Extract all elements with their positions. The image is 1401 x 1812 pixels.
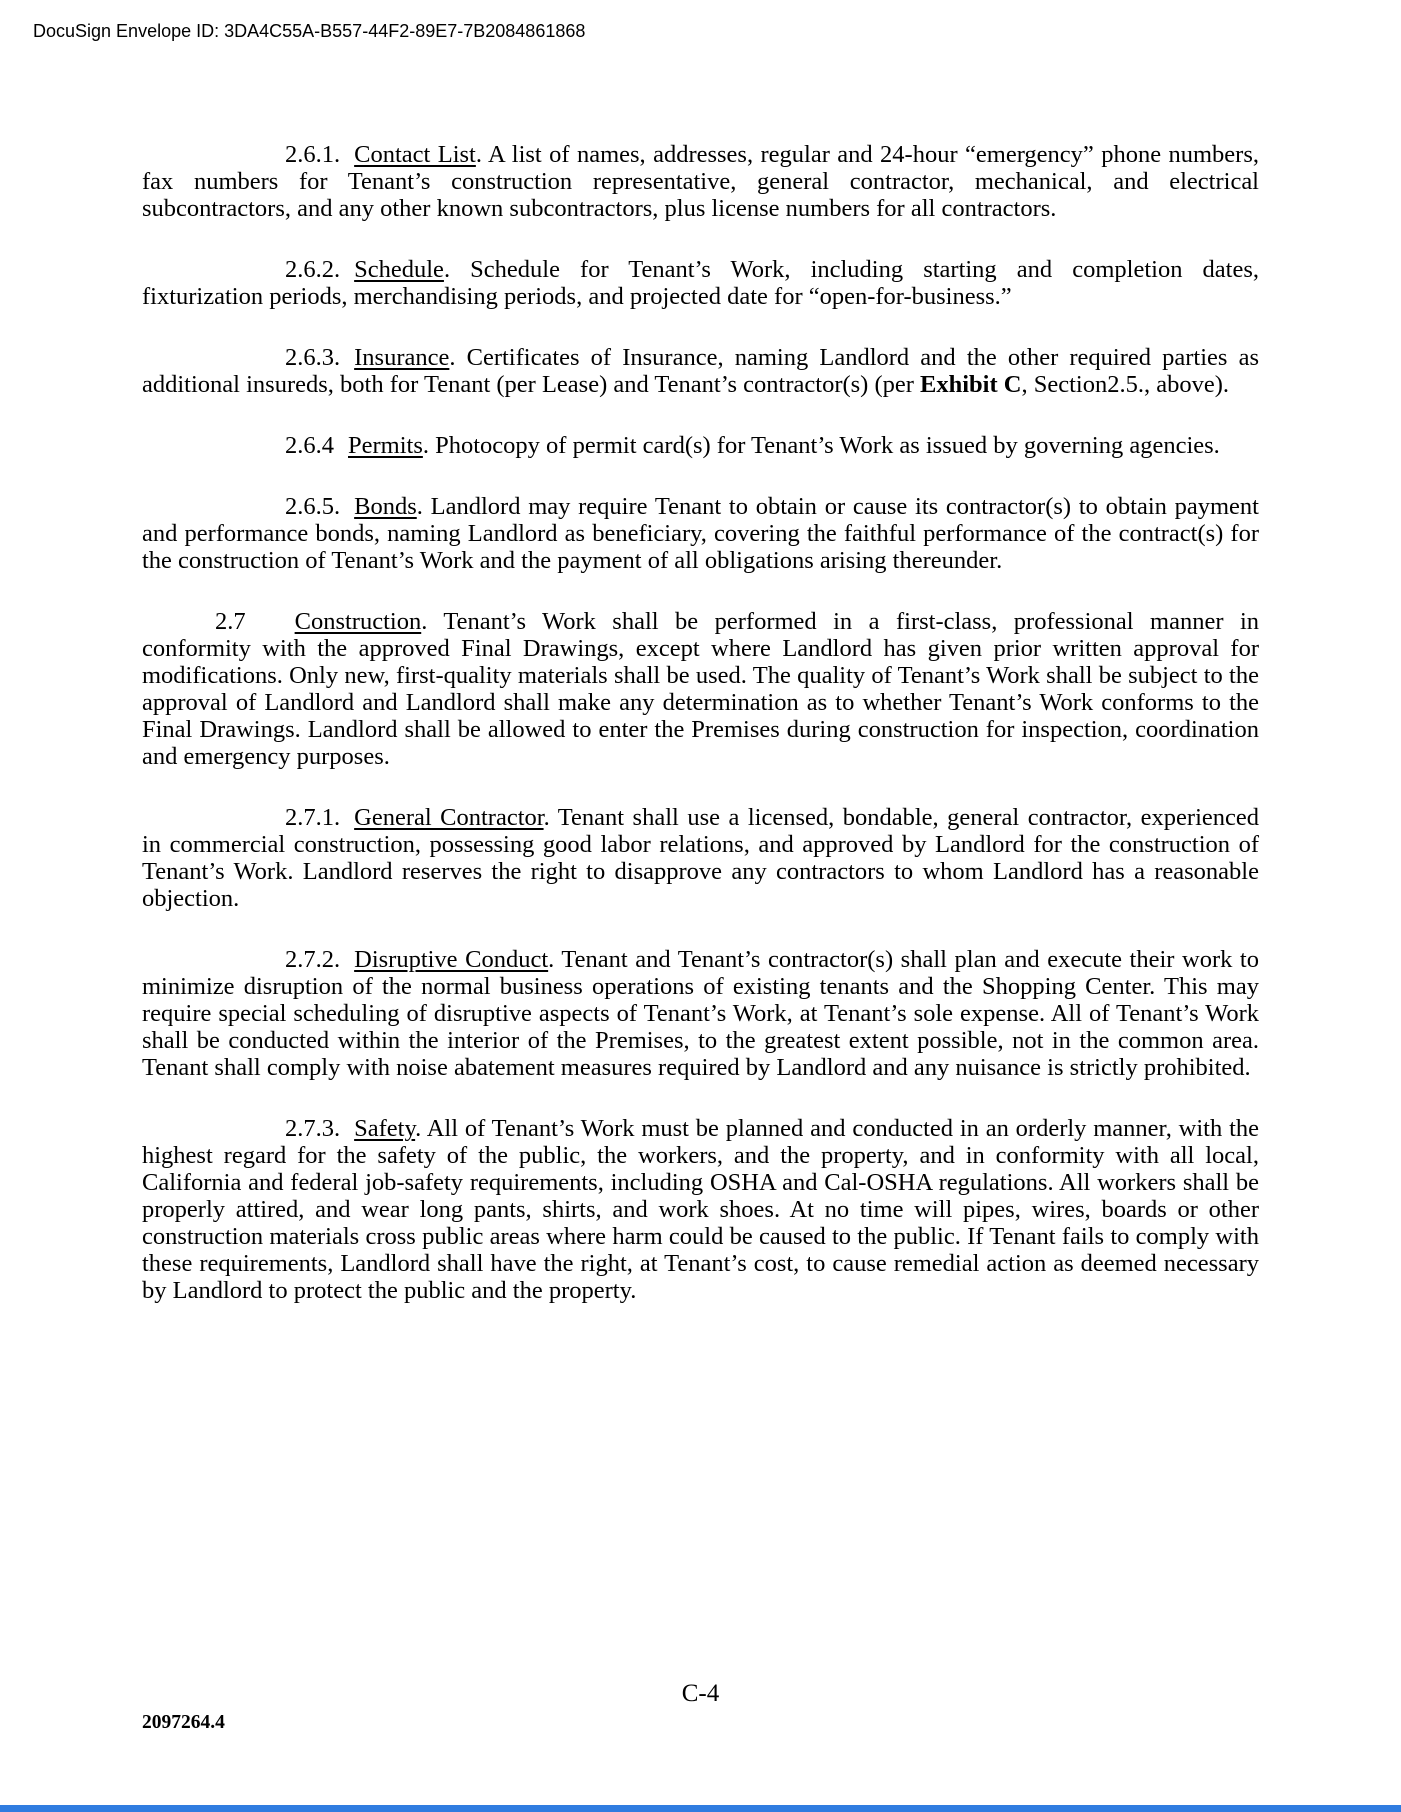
section-number: 2.6.4 (285, 432, 334, 459)
docusign-envelope-id: DocuSign Envelope ID: 3DA4C55A-B557-44F2-89E7-7B2084861868 (33, 21, 586, 41)
paragraph-2-7-3: 2.7.3. Safety. All of Tenant’s Work must be planned and conducted in an orderly manner, with the highest regard for the safety of the public, the workers, and the property, and in conformity with all local, California and federal job-safety requirements, including OSHA and Cal-OSHA regulations. All workers shall be properly attired, and wear long pants, shirts, and work shoes. At no time will pipes, wires, boards or other construction materials cross public areas where harm could be caused to the public. If Tenant fails to comply with these requirements, Landlord shall have the right, at Tenant’s cost, to cause remedial action as deemed necessary by Landlord to protect the public and the property. (142, 1115, 1259, 1304)
section-number: 2.6.1. (285, 141, 341, 168)
paragraph-2-6-5: 2.6.5. Bonds. Landlord may require Tenant to obtain or cause its contractor(s) to obtain payment and performance bonds, naming Landlord as beneficiary, covering the faithful performance of the contract(s) for the construction of Tenant’s Work and the payment of all obligations arising thereunder. (142, 493, 1259, 574)
section-number: 2.7.3. (285, 1115, 341, 1142)
section-heading: Construction. (294, 608, 428, 635)
section-number: 2.7.2. (285, 946, 341, 973)
section-heading: Disruptive Conduct. (354, 946, 555, 973)
paragraph-2-6-3: 2.6.3. Insurance. Certificates of Insurance, naming Landlord and the other required parties as additional insureds, both for Tenant (per Lease) and Tenant’s contractor(s) (per Exhibit C, Section2.5., above). (142, 344, 1259, 398)
section-heading: Contact List. (354, 141, 482, 168)
paragraph-2-6-1: 2.6.1. Contact List. A list of names, addresses, regular and 24-hour “emergency” phone numbers, fax numbers for Tenant’s construction representative, general contractor, mechanical, and electrical subcontractors, and any other known subcontractors, plus license numbers for all contractors. (142, 141, 1259, 222)
document-body (142, 141, 1259, 1338)
section-heading: General Contractor. (354, 804, 550, 831)
section-number: 2.6.2. (285, 256, 341, 283)
section-number: 2.7.1. (285, 804, 341, 831)
page-number: C-4 (681, 1680, 720, 1707)
paragraph-2-7-2: 2.7.2. Disruptive Conduct. Tenant and Tenant’s contractor(s) shall plan and execute their work to minimize disruption of the normal business operations of existing tenants and the Shopping Center. This may require special scheduling of disruptive aspects of Tenant’s Work, at Tenant’s sole expense. All of Tenant’s Work shall be conducted within the interior of the Premises, to the greatest extent possible, not in the common area. Tenant shall comply with noise abatement measures required by Landlord and any nuisance is strictly prohibited. (142, 946, 1259, 1081)
bottom-accent-bar (0, 1805, 1401, 1812)
section-heading: Bonds. (354, 493, 423, 520)
paragraph-2-6-2: 2.6.2. Schedule. Schedule for Tenant’s Work, including starting and completion dates, fixturization periods, merchandising periods, and projected date for “open-for-business.” (142, 256, 1259, 310)
paragraph-2-7-1: 2.7.1. General Contractor. Tenant shall use a licensed, bondable, general contractor, experienced in commercial construction, possessing good labor relations, and approved by Landlord for the construction of Tenant’s Work. Landlord reserves the right to disapprove any contractors to whom Landlord has a reasonable objection. (142, 804, 1260, 912)
paragraph-2-7: 2.7 Construction. Tenant’s Work shall be performed in a first-class, professional manner in conformity with the approved Final Drawings, except where Landlord has given prior written approval for modifications. Only new, first-quality materials shall be used. The quality of Tenant’s Work shall be subject to the approval of Landlord and Landlord shall make any determination as to whether Tenant’s Work conforms to the Final Drawings. Landlord shall be allowed to enter the Premises during construction for inspection, coordination and emergency purposes. (142, 608, 1259, 770)
section-number: 2.7 (215, 608, 246, 635)
paragraph-2-6-4: 2.6.4 Permits. Photocopy of permit card(s) for Tenant’s Work as issued by governing agencies. (285, 432, 1220, 459)
section-heading: Permits. (348, 432, 429, 459)
section-heading: Insurance. (354, 344, 456, 371)
section-heading: Schedule. (354, 256, 451, 283)
section-number: 2.6.5. (285, 493, 341, 520)
section-number: 2.6.3. (285, 344, 341, 371)
section-heading: Safety. (354, 1115, 422, 1142)
document-reference-number: 2097264.4 (142, 1712, 225, 1733)
